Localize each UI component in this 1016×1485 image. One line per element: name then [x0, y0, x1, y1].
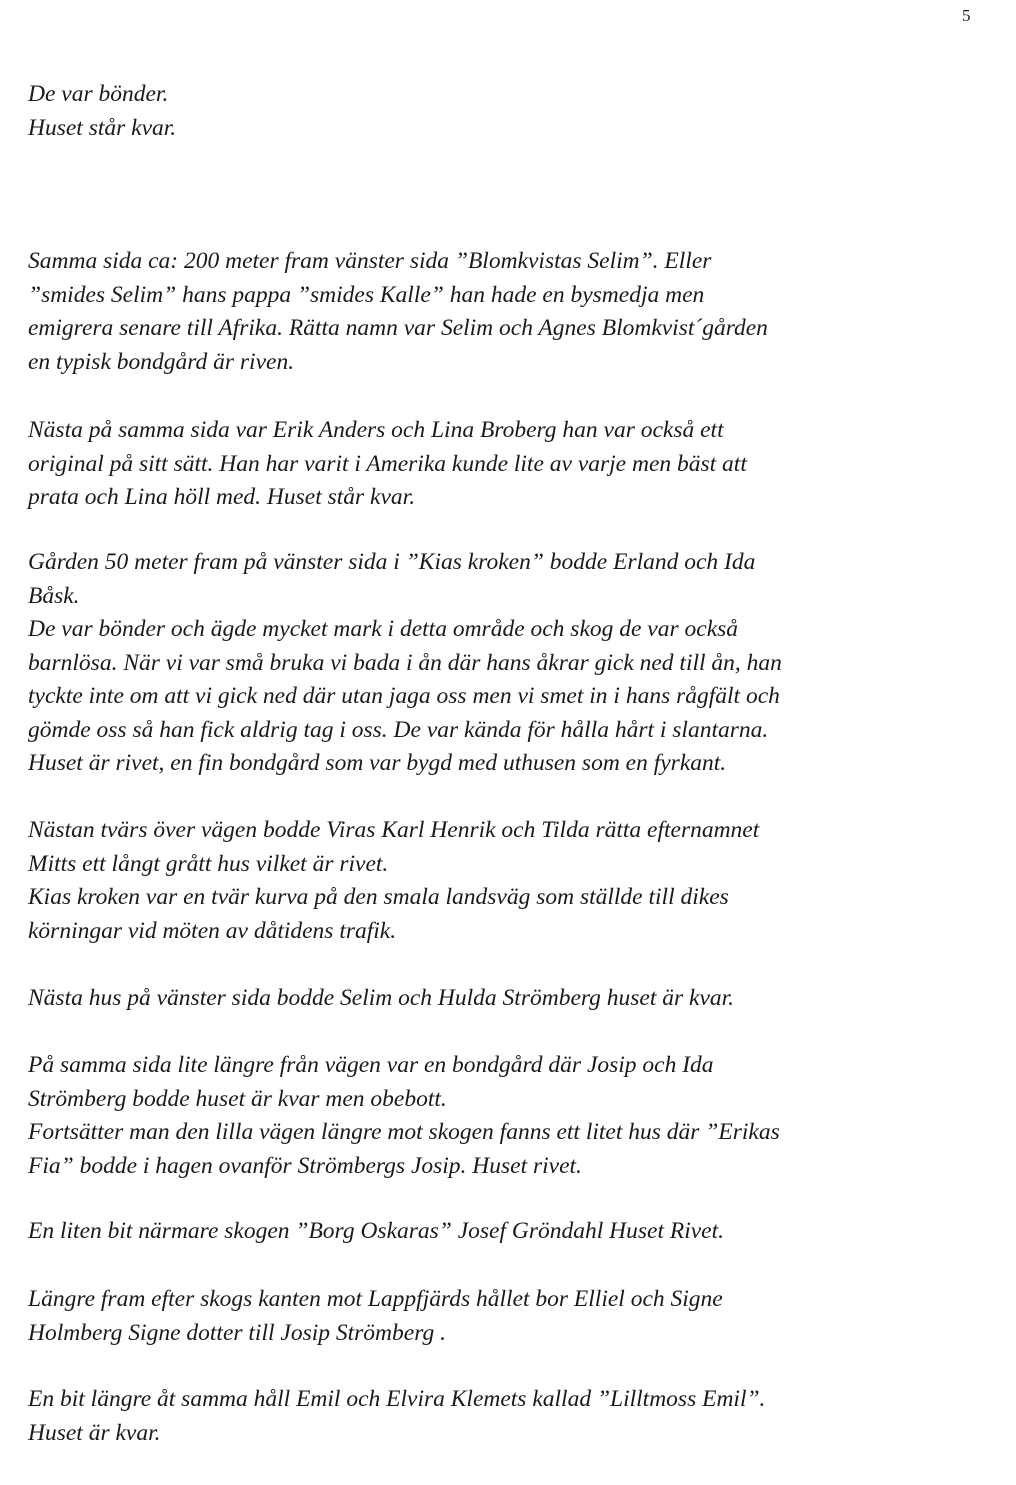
text-line: emigrera senare till Afrika. Rätta namn var Selim och Agnes Blomkvist´gården — [28, 315, 768, 341]
paragraph-bonder — [28, 78, 176, 145]
paragraph-broberg — [28, 414, 747, 515]
paragraph-selim-hulda — [28, 982, 734, 1016]
text-line: Fortsätter man den lilla vägen längre mot skogen fanns ett litet hus där ”Erikas — [28, 1119, 780, 1145]
text-line: prata och Lina höll med. Huset står kvar. — [28, 484, 416, 510]
text-line: Huset står kvar. — [28, 114, 177, 141]
text-line: Fia” bodde i hagen ovanför Strömbergs Josip. Huset rivet. — [28, 1152, 582, 1179]
text-line: tyckte inte om att vi gick ned där utan jaga oss men vi smet in i hans rågfält och — [28, 683, 780, 709]
text-line: Holmberg Signe dotter till Josip Strömberg . — [28, 1319, 446, 1346]
paragraph-klemets — [28, 1383, 765, 1450]
text-line: På samma sida lite längre från vägen var en bondgård där Josip och Ida — [28, 1052, 714, 1078]
text-line: Nästa på samma sida var Erik Anders och Lina Broberg han var också ett — [28, 417, 724, 443]
text-line: En bit längre åt samma håll Emil och Elvira Klemets kallad ”Lilltmoss Emil”. — [28, 1386, 766, 1412]
paragraph-josip-ida — [28, 1049, 780, 1183]
text-line: Samma sida ca: 200 meter fram vänster sida ”Blomkvistas Selim”. Eller — [28, 248, 712, 274]
page-number: 5 — [962, 6, 971, 25]
text-line: original på sitt sätt. Han har varit i Amerika kunde lite av varje men bäst att — [28, 450, 747, 477]
text-line: gömde oss så han fick aldrig tag i oss. De var kända för hålla hårt i slantarna. — [28, 716, 769, 743]
paragraph-viras — [28, 814, 759, 948]
text-line: Längre fram efter skogs kanten mot Lappfjärds hållet bor Elliel och Signe — [28, 1286, 723, 1312]
text-line: Strömberg bodde huset är kvar men obebott. — [28, 1085, 447, 1112]
text-line: Huset är kvar. — [28, 1419, 161, 1446]
text-line: En liten bit närmare skogen ”Borg Oskaras” Josef Gröndahl Huset Rivet. — [28, 1218, 725, 1244]
paragraph-holmberg — [28, 1283, 723, 1350]
text-line: Huset är rivet, en fin bondgård som var bygd med uthusen som en fyrkant. — [28, 750, 727, 776]
text-line: en typisk bondgård är riven. — [28, 348, 295, 375]
text-line: De var bönder och ägde mycket mark i detta område och skog de var också — [28, 616, 739, 642]
text-line: Båsk. — [28, 582, 80, 609]
text-line: Gården 50 meter fram på vänster sida i ”Kias kroken” bodde Erland och Ida — [28, 549, 756, 575]
text-line: körningar vid möten av dåtidens trafik. — [28, 917, 397, 944]
text-line: Mitts ett långt grått hus vilket är rivet. — [28, 850, 389, 877]
text-line: barnlösa. När vi var små bruka vi bada i ån där hans åkrar gick ned till ån, han — [28, 649, 782, 676]
text-line: Kias kroken var en tvär kurva på den smala landsväg som ställde till dikes — [28, 884, 729, 910]
text-line: Nästa hus på vänster sida bodde Selim och Hulda Strömberg huset är kvar. — [28, 985, 735, 1011]
paragraph-kias-kroken — [28, 546, 782, 781]
text-line: Nästan tvärs över vägen bodde Viras Karl Henrik och Tilda rätta efternamnet — [28, 817, 760, 843]
paragraph-blomkvistas-selim — [28, 245, 768, 379]
text-line: De var bönder. — [28, 81, 169, 107]
paragraph-grondahl — [28, 1215, 724, 1249]
text-line: ”smides Selim” hans pappa ”smides Kalle” han hade en bysmedja men — [28, 281, 705, 308]
